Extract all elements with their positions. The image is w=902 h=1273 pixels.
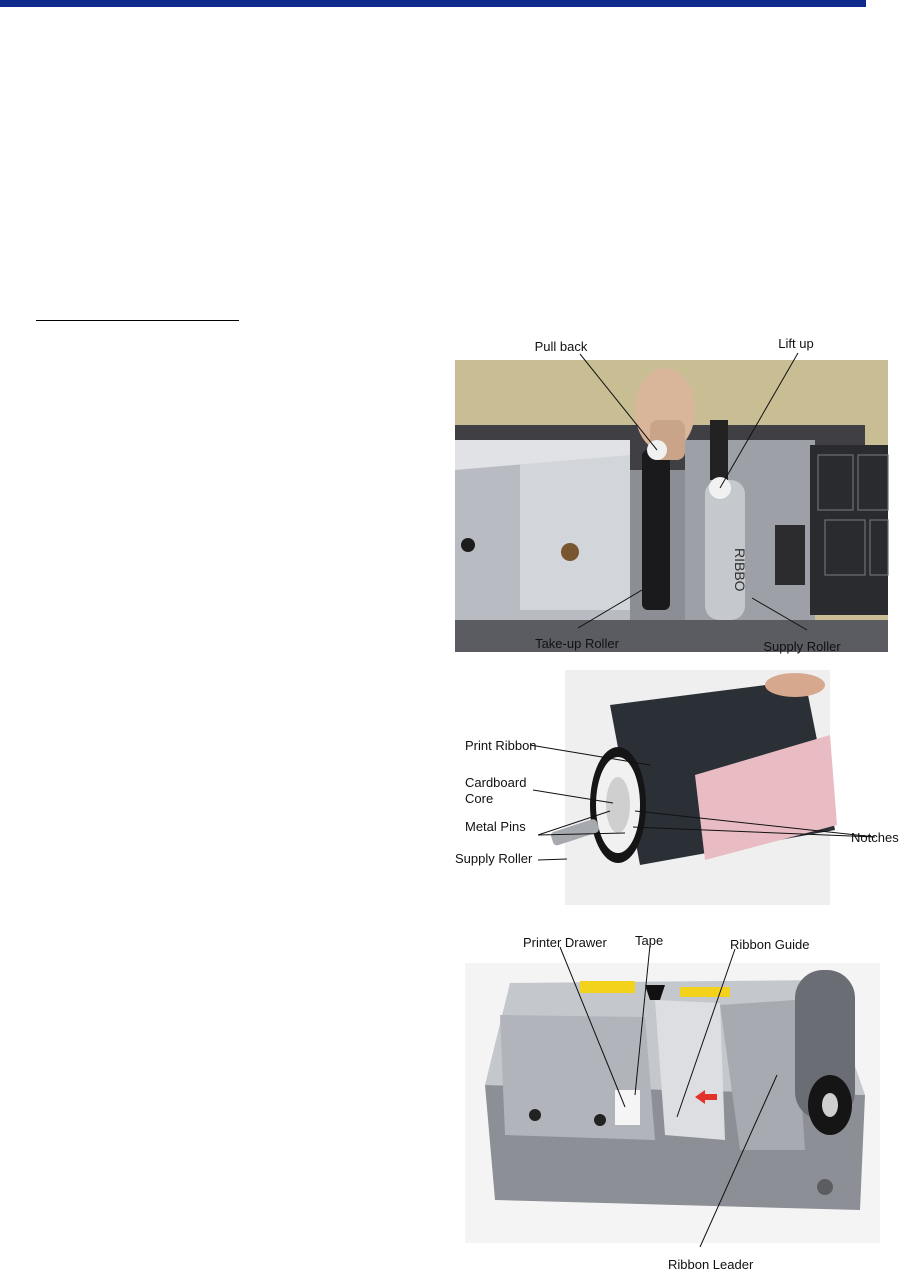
ribbon-leader-label: Ribbon Leader xyxy=(668,1257,754,1272)
roller-removal-photo xyxy=(455,360,888,652)
supply-roller-label: Supply Roller xyxy=(763,639,841,654)
ribbon-guide-label: Ribbon Guide xyxy=(730,937,810,952)
tape-label: Tape xyxy=(635,933,664,948)
printer-drawer-label: Printer Drawer xyxy=(523,935,607,950)
supply-roller-label: Supply Roller xyxy=(455,851,533,866)
print-ribbon-label: Print Ribbon xyxy=(465,738,537,753)
figure-ribbon-roll xyxy=(455,665,902,915)
figure-roller-removal xyxy=(430,330,890,660)
metal-pins-label: Metal Pins xyxy=(465,819,526,834)
printer-drawer-photo xyxy=(465,963,880,1243)
figure-printer-drawer xyxy=(465,925,890,1273)
cardboard-core-label-line2: Core xyxy=(465,791,494,806)
cardboard-core-label-line1: Cardboard xyxy=(465,775,527,790)
pull-back-label: Pull back xyxy=(534,339,588,354)
section-heading-underline xyxy=(36,320,239,321)
lift-up-label: Lift up xyxy=(778,336,814,351)
take-up-roller-label: Take-up Roller xyxy=(535,636,619,651)
notches-label: Notches xyxy=(851,830,899,845)
ribbo-print-text: RIBBO xyxy=(732,548,748,592)
ribbon-roll-photo xyxy=(550,670,837,905)
header-bar xyxy=(0,0,866,7)
